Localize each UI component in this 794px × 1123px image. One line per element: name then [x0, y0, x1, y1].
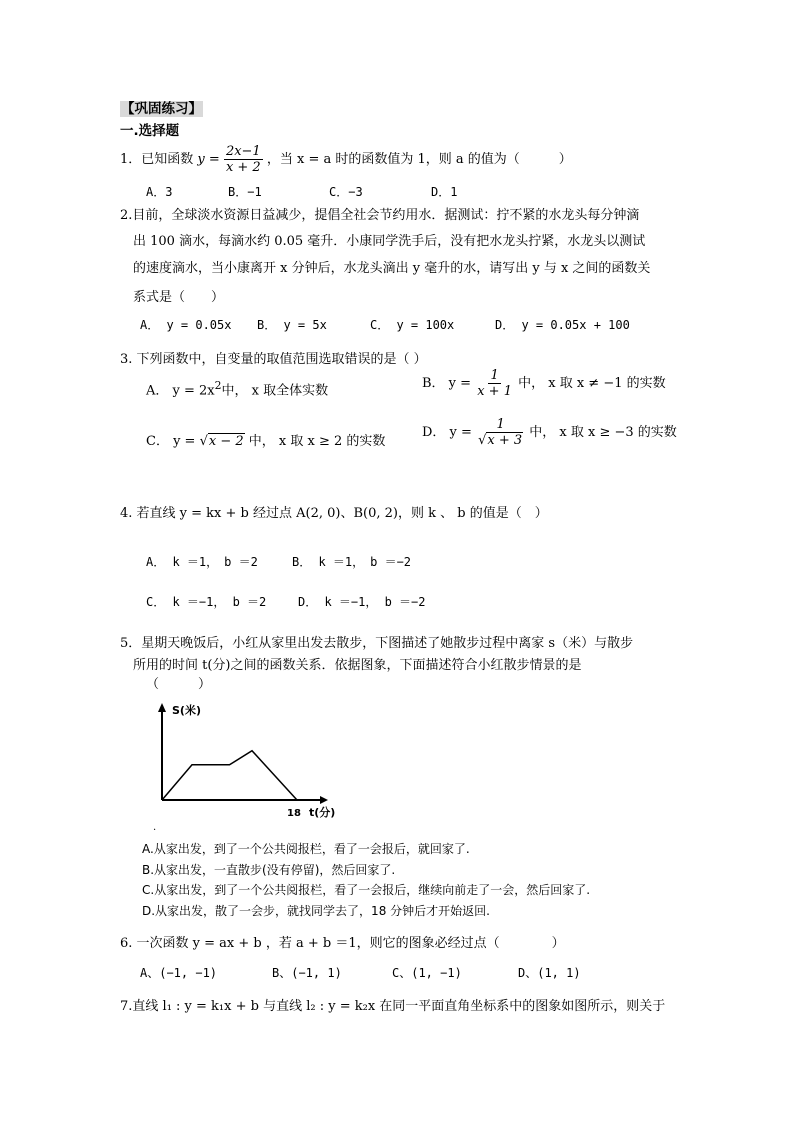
q5-option-c: C.从家出发，到了一个公共阅报栏，看了一会报后，继续向前走了一会，然后回家了. — [142, 883, 591, 897]
q3-option-c: C． y = √x − 2 中， x 取 x ≥ 2 的实数 — [146, 434, 386, 449]
q5-stray-dot: . — [153, 822, 157, 833]
q6-option-a: A、(−1, −1) — [140, 966, 218, 980]
q1-option-b: B．−1 — [228, 185, 262, 199]
q3-d-fraction: $\frac{1}{√x + 3}$ — [478, 417, 523, 448]
q4-option-a: A． k ＝1， b ＝2 — [146, 555, 258, 569]
q5-option-a: A.从家出发，到了一个公共阅报栏，看了一会报后，就回家了. — [142, 842, 470, 856]
q2-option-a: A． y = 0.05x — [140, 318, 232, 332]
q2-option-c: C． y = 100x — [370, 318, 455, 332]
series-line — [162, 751, 297, 800]
y-axis-arrow-icon — [158, 703, 166, 712]
q7-line-1: 7.直线 l₁ : y = k₁x + b 与直线 l₂ : y = k₂x 在同一平面直角坐标系中的图象如图所示，则关于 — [120, 999, 666, 1014]
q6-option-b: B、(−1, 1) — [272, 966, 342, 980]
q5-distance-time-chart — [150, 700, 340, 825]
subsection-title: 一.选择题 — [120, 123, 180, 139]
q6-option-c: C、(1, −1) — [392, 966, 462, 980]
x-axis-arrow-icon — [320, 796, 328, 804]
q1-text-after: ，当 x = a 时的函数值为 1，则 a 的值为（ ） — [266, 152, 572, 167]
q5-line-2: 所用的时间 t(分)之间的函数关系．依据图象，下面描述符合小红散步情景的是 — [133, 658, 582, 673]
q3-stem: 3. 下列函数中，自变量的取值范围选取错误的是（ ） — [120, 352, 427, 367]
q2-line-3: 的速度滴水，当小康离开 x 分钟后，水龙头滴出 y 毫升的水，请写出 y 与 x 之间的函数关 — [133, 261, 651, 276]
q5-line-1: 5．星期天晚饭后，小红从家里出发去散步，下图描述了她散步过程中离家 s（米）与散步 — [120, 636, 634, 651]
q5-line-3: （ ） — [146, 677, 212, 692]
q6-option-d: D、(1, 1) — [518, 966, 581, 980]
q2-line-4: 系式是（ ） — [133, 290, 225, 305]
q1-text-before: 1．已知函数 — [120, 152, 194, 167]
q1-fraction-den: x + 2 — [225, 160, 261, 175]
q4-stem: 4. 若直线 y = kx + b 经过点 A(2, 0)、B(0, 2)，则 k 、 b 的值是（ ） — [120, 506, 548, 521]
q2-line-1: 2.目前，全球淡水资源日益减少，提倡全社会节约用水．据测试：拧不紧的水龙头每分钟滴 — [120, 208, 640, 223]
sqrt-icon: √ — [478, 433, 487, 448]
q3-option-b: B． y = $\frac{1}{x + 1}$ 中， x 取 x ≠ −1 的实数 — [422, 368, 666, 399]
q5-option-d: D.从家出发，散了一会步，就找同学去了，18 分钟后才开始返回. — [142, 904, 490, 918]
q1-option-c: C．−3 — [329, 185, 363, 199]
sqrt-icon: √ — [199, 434, 208, 449]
q1-option-d: D．1 — [431, 185, 458, 199]
y-axis-label: S(米) — [172, 704, 201, 717]
q3-b-fraction: $\frac{1}{x + 1}$ — [477, 368, 512, 399]
q2-option-b: B． y = 5x — [257, 318, 327, 332]
q4-option-c: C． k ＝−1， b ＝2 — [146, 595, 267, 609]
q3-option-a: A． $y = 2x^2$中， x 取全体实数 — [146, 379, 329, 399]
q1-fraction-num: 2x−1 — [225, 144, 261, 159]
q2-option-d: D． y = 0.05x + 100 — [495, 318, 630, 332]
section-title: 【巩固练习】 — [121, 101, 202, 117]
x-tick-label: 18 — [287, 808, 301, 819]
q5-option-b: B.从家出发，一直散步(没有停留)，然后回家了. — [142, 863, 396, 877]
q1-option-a: A．3 — [146, 185, 173, 199]
q1-function-lhs: y = — [197, 152, 220, 167]
q1-fraction — [224, 144, 263, 175]
q2-line-2: 出 100 滴水，每滴水约 0.05 毫升．小康同学洗手后，没有把水龙头拧紧，水龙头以测试 — [133, 234, 646, 249]
q6-stem: 6. 一次函数 y = ax + b ，若 a + b ＝1，则它的图象必经过点（ ） — [120, 936, 565, 951]
question-1 — [120, 144, 572, 175]
q4-option-b: B． k ＝1， b ＝−2 — [292, 555, 412, 569]
x-axis-label: t(分) — [309, 806, 336, 819]
q4-option-d: D． k ＝−1， b ＝−2 — [298, 595, 426, 609]
q3-option-d: D． y = $\frac{1}{√x + 3}$ 中， x 取 x ≥ −3 的实数 — [422, 417, 677, 448]
